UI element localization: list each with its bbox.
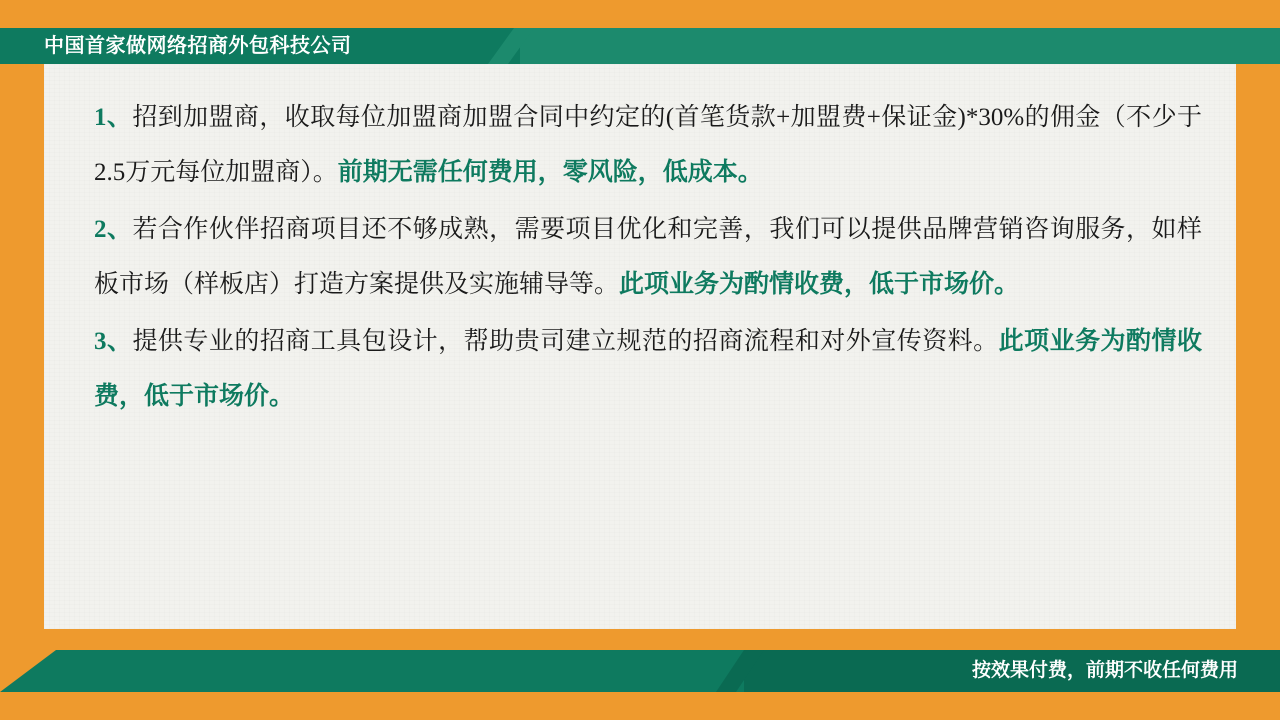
list-item-text: 提供专业的招商工具包设计，帮助贵司建立规范的招商流程和对外宣传资料。	[132, 328, 999, 355]
list-item-text: 若合作伙伴招商项目还不够成熟，需要项目优化和完善，我们可以提供品牌营销咨询服务，如样板市场（样板店）打造方案提供及实施辅导等。	[94, 216, 1202, 298]
list-item-highlight: 前期无需任何费用，零风险，低成本。	[337, 159, 763, 186]
list-item-number: 1、	[94, 104, 133, 131]
footer-tagline: 按效果付费，前期不收任何费用	[971, 660, 1238, 681]
list-item-number: 2、	[94, 216, 133, 243]
list-item	[94, 202, 1202, 312]
list-item	[94, 314, 1202, 424]
list-item-highlight: 此项业务为酌情收费，低于市场价。	[619, 271, 1020, 298]
list-item-number: 3、	[94, 328, 133, 355]
list-item	[94, 90, 1202, 200]
list-item-highlight: 此项业务为酌情收费，低于市场价。	[94, 328, 1202, 410]
content-panel	[44, 64, 1236, 629]
list-item-text: 招到加盟商，收取每位加盟商加盟合同中约定的(首笔货款+加盟费+保证金)*30%的佣金（不少于2.5万元每位加盟商）。	[94, 104, 1202, 186]
page-title: 中国首家做网络招商外包科技公司	[44, 35, 352, 57]
header-band-light	[520, 28, 1280, 64]
